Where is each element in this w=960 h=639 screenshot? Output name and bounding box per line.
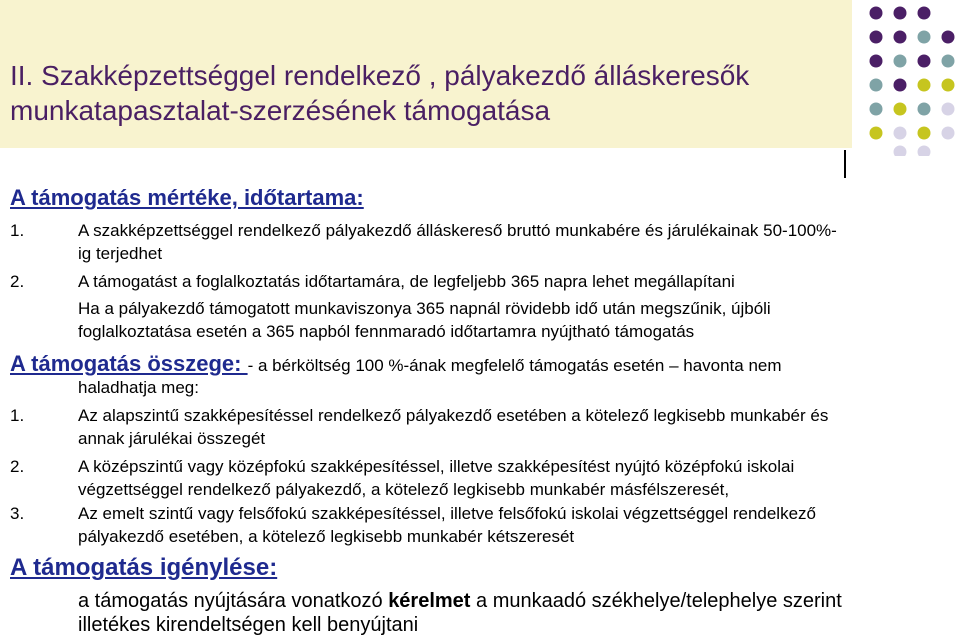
dot-row-7: [894, 146, 931, 157]
amount-intro-text: - a bérköltség 100 %-ának megfelelő támogatás esetén – havonta nem: [247, 356, 782, 375]
application-text: illetékes kirendeltségen kell benyújtani: [78, 614, 419, 636]
list-item-text: Az alapszintű szakképesítéssel rendelkező pályakezdő esetében a kötelező legkisebb munkabér és: [78, 406, 829, 425]
title-line-2: munkatapasztalat-szerzésének támogatása: [10, 95, 551, 126]
list-number: 3.: [10, 504, 25, 523]
dot-row-1: [870, 7, 931, 20]
application-text-bold: kérelmet: [388, 590, 471, 612]
list-item-text: A középszintű vagy középfokú szakképesítéssel, illetve szakképesítést nyújtó középfokú iskolai: [78, 457, 795, 476]
heading-support-amount-duration: A támogatás mértéke, időtartama:: [10, 185, 364, 210]
amount-heading-line: [10, 351, 782, 379]
dot-row-5: [870, 103, 955, 116]
slide-title: [10, 58, 850, 128]
note-text: foglalkoztatása esetén a 365 napból fennmaradó időtartamra nyújtható támogatás: [78, 322, 695, 341]
list-number: 1.: [10, 406, 25, 425]
note-text: Ha a pályakezdő támogatott munkaviszonya 365 napnál rövidebb idő után megszűnik, újbóli: [78, 299, 771, 318]
title-line-1: II. Szakképzettséggel rendelkező , pályakezdő álláskeresők: [10, 60, 750, 91]
dot-row-6: [870, 127, 955, 140]
heading-support-sum: A támogatás összege:: [10, 351, 248, 376]
application-text: [78, 589, 842, 613]
divider-line: [844, 150, 846, 178]
amount-intro-text: haladhatja meg:: [78, 378, 199, 397]
dot-row-4: [870, 79, 955, 92]
application-text-part: a támogatás nyújtására vonatkozó: [78, 590, 389, 612]
dot-row-3: [870, 55, 955, 68]
list-item-text: annak járulékai összegét: [78, 429, 266, 448]
list-number: 2.: [10, 272, 25, 291]
list-item-text: végzettséggel rendelkező pályakezdő, a kötelező legkisebb munkabér másfélszeresét,: [78, 480, 730, 499]
list-item-text: ig terjedhet: [78, 244, 163, 263]
list-item-text: pályakezdő esetében, a kötelező legkisebb munkabér kétszeresét: [78, 527, 575, 546]
list-number: 1.: [10, 221, 25, 240]
list-number: 2.: [10, 457, 25, 476]
list-item-text: A szakképzettséggel rendelkező pályakezdő álláskereső bruttó munkabére és járulékainak 50-100%-: [78, 221, 837, 240]
decorative-dot-grid: [862, 6, 958, 156]
list-item-text: A támogatást a foglalkoztatás időtartamára, de legfeljebb 365 napra lehet megállapítani: [78, 272, 735, 291]
heading-support-application: A támogatás igénylése:: [10, 554, 278, 581]
list-item-text: Az emelt szintű vagy felsőfokú szakképesítéssel, illetve felsőfokú iskolai végzettséggel rendelkező: [78, 504, 816, 523]
application-text-part: a munkaadó székhelye/telephelye szerint: [470, 590, 842, 612]
dot-row-2: [870, 31, 955, 44]
